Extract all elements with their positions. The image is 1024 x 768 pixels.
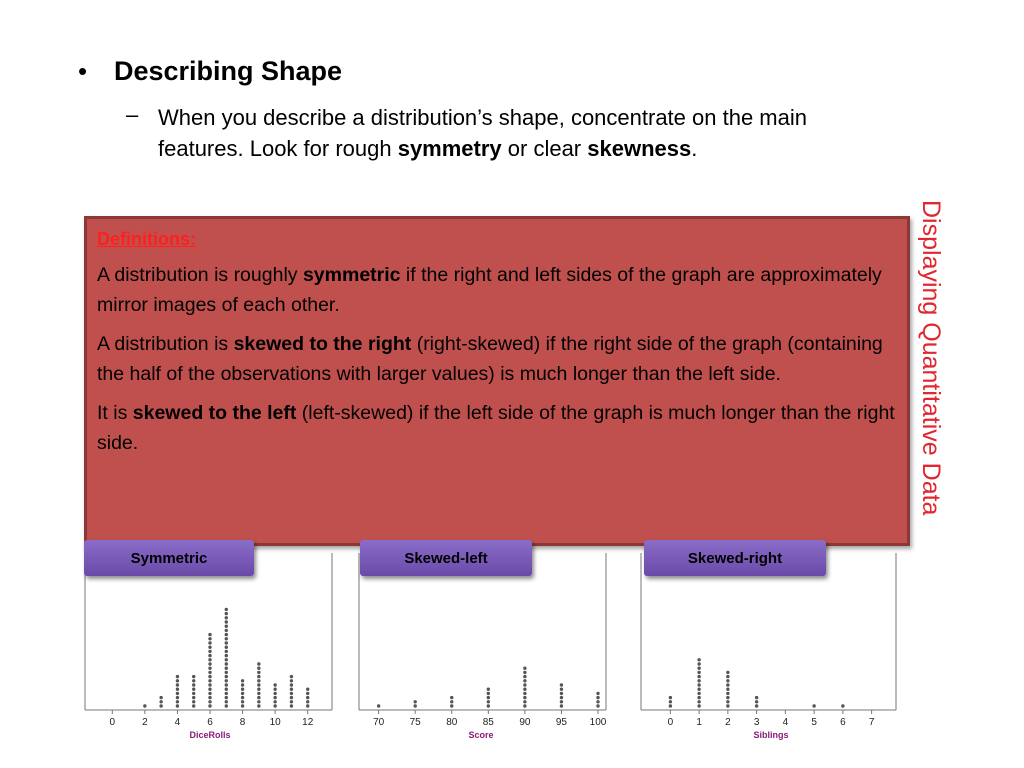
data-dot (290, 683, 293, 686)
sub-text-part: When you describe a distribution’s shape, concentrate on the main features. Look for rough (158, 105, 807, 161)
data-dot (257, 675, 260, 678)
data-dot (192, 704, 195, 707)
data-dot (306, 696, 309, 699)
data-dot (726, 696, 729, 699)
data-dot (306, 700, 309, 703)
data-dot (241, 679, 244, 682)
data-dot (225, 646, 228, 649)
data-dot (726, 675, 729, 678)
data-dot (726, 704, 729, 707)
data-dot (257, 704, 260, 707)
data-dot (697, 679, 700, 682)
data-dot (697, 671, 700, 674)
data-dot (208, 679, 211, 682)
data-dot (523, 667, 526, 670)
data-dot (841, 704, 844, 707)
data-dot (225, 667, 228, 670)
x-tick-label: 2 (142, 717, 148, 728)
x-axis-title: Siblings (753, 730, 789, 740)
data-dot (225, 620, 228, 623)
data-dot (560, 692, 563, 695)
main-bullet (78, 56, 342, 87)
dotplot-symmetric (84, 553, 334, 743)
label-symmetric: Symmetric (84, 540, 254, 576)
data-dot (208, 650, 211, 653)
data-dot (560, 700, 563, 703)
data-dot (257, 700, 260, 703)
data-dot (697, 658, 700, 661)
def-text-part: A distribution is (97, 333, 234, 355)
term-symmetry: symmetry (397, 136, 502, 161)
data-dot (176, 679, 179, 682)
data-dot (487, 704, 490, 707)
term-skewness: skewness (587, 136, 692, 161)
data-dot (241, 696, 244, 699)
data-dot (208, 641, 211, 644)
data-dot (273, 704, 276, 707)
x-tick-label: 70 (373, 717, 385, 728)
dotplot-symmetric-svg (84, 553, 334, 743)
data-dot (143, 704, 146, 707)
data-dot (176, 688, 179, 691)
data-dot (176, 683, 179, 686)
def-text-part: if the right and left sides of the graph are approximately mirror images of each other. (97, 264, 882, 316)
data-dot (225, 629, 228, 632)
dotplot-skewed-left (358, 553, 608, 743)
data-dot (176, 696, 179, 699)
data-dot (523, 700, 526, 703)
data-dot (523, 671, 526, 674)
x-tick-label: 0 (667, 717, 674, 728)
data-dot (225, 692, 228, 695)
x-tick-label: 6 (207, 717, 213, 728)
data-dot (726, 700, 729, 703)
x-tick-label: 7 (868, 717, 875, 728)
data-dot (669, 704, 672, 707)
x-tick-label: 4 (174, 717, 181, 728)
data-dot (812, 704, 815, 707)
data-dot (208, 688, 211, 691)
data-dot (413, 700, 416, 703)
data-dot (257, 667, 260, 670)
data-dot (159, 696, 162, 699)
data-dot (450, 700, 453, 703)
label-skewed-left: Skewed-left (360, 540, 532, 576)
data-dot (208, 633, 211, 636)
data-dot (290, 679, 293, 682)
data-dot (176, 704, 179, 707)
data-dot (225, 637, 228, 640)
data-dot (257, 679, 260, 682)
data-dot (257, 662, 260, 665)
data-dot (523, 688, 526, 691)
data-dot (596, 700, 599, 703)
data-dot (257, 688, 260, 691)
data-dot (225, 654, 228, 657)
data-dot (669, 700, 672, 703)
data-dot (523, 679, 526, 682)
data-dot (697, 662, 700, 665)
def-text-part: A distribution is roughly (97, 264, 303, 286)
data-dot (241, 704, 244, 707)
sub-text-part: or clear (501, 136, 588, 161)
data-dot (159, 700, 162, 703)
data-dot (208, 704, 211, 707)
data-dot (560, 696, 563, 699)
data-dot (159, 704, 162, 707)
x-tick-label: 100 (589, 717, 607, 728)
data-dot (697, 700, 700, 703)
def-term: symmetric (302, 264, 401, 286)
data-dot (192, 688, 195, 691)
def-text-part: (right-skewed) if the right side of the graph (containing the half of the observations with larger values) is much longer than the left side. (97, 333, 883, 385)
data-dot (241, 700, 244, 703)
data-dot (192, 696, 195, 699)
dash-icon: – (126, 102, 139, 127)
x-tick-label: 3 (753, 717, 760, 728)
def-text-part: It is (97, 402, 133, 424)
bullet-title: Describing Shape (114, 56, 343, 86)
data-dot (225, 700, 228, 703)
data-dot (487, 692, 490, 695)
data-dot (208, 662, 211, 665)
x-tick-label: 4 (782, 717, 789, 728)
sub-bullet (126, 102, 886, 164)
data-dot (257, 696, 260, 699)
x-tick-label: 8 (239, 717, 246, 728)
x-tick-label: 10 (269, 717, 281, 728)
data-dot (596, 692, 599, 695)
data-dot (450, 704, 453, 707)
data-dot (523, 675, 526, 678)
data-dot (726, 671, 729, 674)
data-dot (225, 671, 228, 674)
data-dot (596, 696, 599, 699)
def-text-part: (left-skewed) if the left side of the graph is much longer than the right side. (97, 402, 895, 454)
data-dot (257, 683, 260, 686)
data-dot (726, 683, 729, 686)
bullet-dot-icon: • (78, 56, 88, 86)
x-axis-title: DiceRolls (189, 730, 231, 740)
x-tick-label: 85 (482, 717, 494, 728)
data-dot (669, 696, 672, 699)
definition-symmetric (97, 260, 897, 320)
data-dot (176, 700, 179, 703)
data-dot (377, 704, 380, 707)
label-skewed-right: Skewed-right (644, 540, 826, 576)
data-dot (176, 675, 179, 678)
data-dot (225, 633, 228, 636)
data-dot (225, 658, 228, 661)
data-dot (192, 692, 195, 695)
data-dot (697, 683, 700, 686)
data-dot (225, 696, 228, 699)
data-dot (208, 696, 211, 699)
data-dot (208, 658, 211, 661)
data-dot (560, 683, 563, 686)
data-dot (697, 704, 700, 707)
data-dot (560, 704, 563, 707)
def-term: skewed to the right (233, 333, 412, 355)
data-dot (450, 696, 453, 699)
data-dot (208, 683, 211, 686)
data-dot (225, 704, 228, 707)
data-dot (290, 700, 293, 703)
x-tick-label: 80 (446, 717, 458, 728)
data-dot (208, 646, 211, 649)
data-dot (755, 696, 758, 699)
x-axis-title: Score (468, 730, 494, 740)
side-title (916, 200, 948, 600)
data-dot (208, 700, 211, 703)
data-dot (225, 625, 228, 628)
data-dot (225, 641, 228, 644)
data-dot (290, 688, 293, 691)
data-dot (290, 704, 293, 707)
dotplot-skewed-right (640, 553, 898, 743)
data-dot (726, 688, 729, 691)
x-tick-label: 5 (811, 717, 817, 728)
side-title-text: Displaying Quantitative Data (917, 200, 945, 516)
data-dot (208, 675, 211, 678)
data-dot (306, 704, 309, 707)
definition-right-skew (97, 329, 897, 389)
data-dot (596, 704, 599, 707)
data-dot (241, 692, 244, 695)
data-dot (726, 692, 729, 695)
data-dot (225, 662, 228, 665)
data-dot (257, 671, 260, 674)
data-dot (523, 683, 526, 686)
data-dot (241, 688, 244, 691)
definition-left-skew (97, 398, 897, 458)
data-dot (225, 608, 228, 611)
sub-text-part: . (691, 136, 698, 161)
data-dot (306, 692, 309, 695)
data-dot (487, 696, 490, 699)
data-dot (726, 679, 729, 682)
data-dot (697, 688, 700, 691)
data-dot (192, 700, 195, 703)
data-dot (523, 696, 526, 699)
data-dot (755, 704, 758, 707)
dotplot-skewed-right-svg (640, 553, 898, 743)
dotplot-skewed-left-svg (358, 553, 608, 743)
data-dot (273, 688, 276, 691)
data-dot (755, 700, 758, 703)
data-dot (208, 637, 211, 640)
data-dot (306, 688, 309, 691)
data-dot (225, 650, 228, 653)
data-dot (273, 683, 276, 686)
data-dot (487, 700, 490, 703)
data-dot (697, 692, 700, 695)
data-dot (208, 671, 211, 674)
data-dot (208, 667, 211, 670)
data-dot (560, 688, 563, 691)
data-dot (192, 675, 195, 678)
data-dot (290, 692, 293, 695)
data-dot (273, 696, 276, 699)
data-dot (523, 692, 526, 695)
data-dot (192, 683, 195, 686)
definitions-box (84, 216, 910, 546)
data-dot (273, 692, 276, 695)
data-dot (487, 688, 490, 691)
x-tick-label: 95 (555, 717, 567, 728)
data-dot (225, 675, 228, 678)
x-tick-label: 75 (409, 717, 421, 728)
definitions-heading: Definitions: (97, 229, 196, 249)
sub-bullet-text (158, 102, 886, 164)
data-dot (208, 654, 211, 657)
x-tick-label: 2 (725, 717, 731, 728)
data-dot (225, 612, 228, 615)
data-dot (290, 696, 293, 699)
data-dot (176, 692, 179, 695)
data-dot (290, 675, 293, 678)
data-dot (697, 675, 700, 678)
x-tick-label: 12 (302, 717, 314, 728)
data-dot (192, 679, 195, 682)
x-tick-label: 0 (109, 717, 116, 728)
data-dot (225, 683, 228, 686)
x-tick-label: 6 (840, 717, 846, 728)
data-dot (257, 692, 260, 695)
data-dot (273, 700, 276, 703)
x-tick-label: 90 (519, 717, 531, 728)
data-dot (697, 696, 700, 699)
data-dot (208, 692, 211, 695)
x-tick-label: 1 (696, 717, 702, 728)
def-term: skewed to the left (132, 402, 297, 424)
data-dot (697, 667, 700, 670)
data-dot (225, 616, 228, 619)
data-dot (413, 704, 416, 707)
data-dot (523, 704, 526, 707)
data-dot (241, 683, 244, 686)
data-dot (225, 679, 228, 682)
data-dot (225, 688, 228, 691)
